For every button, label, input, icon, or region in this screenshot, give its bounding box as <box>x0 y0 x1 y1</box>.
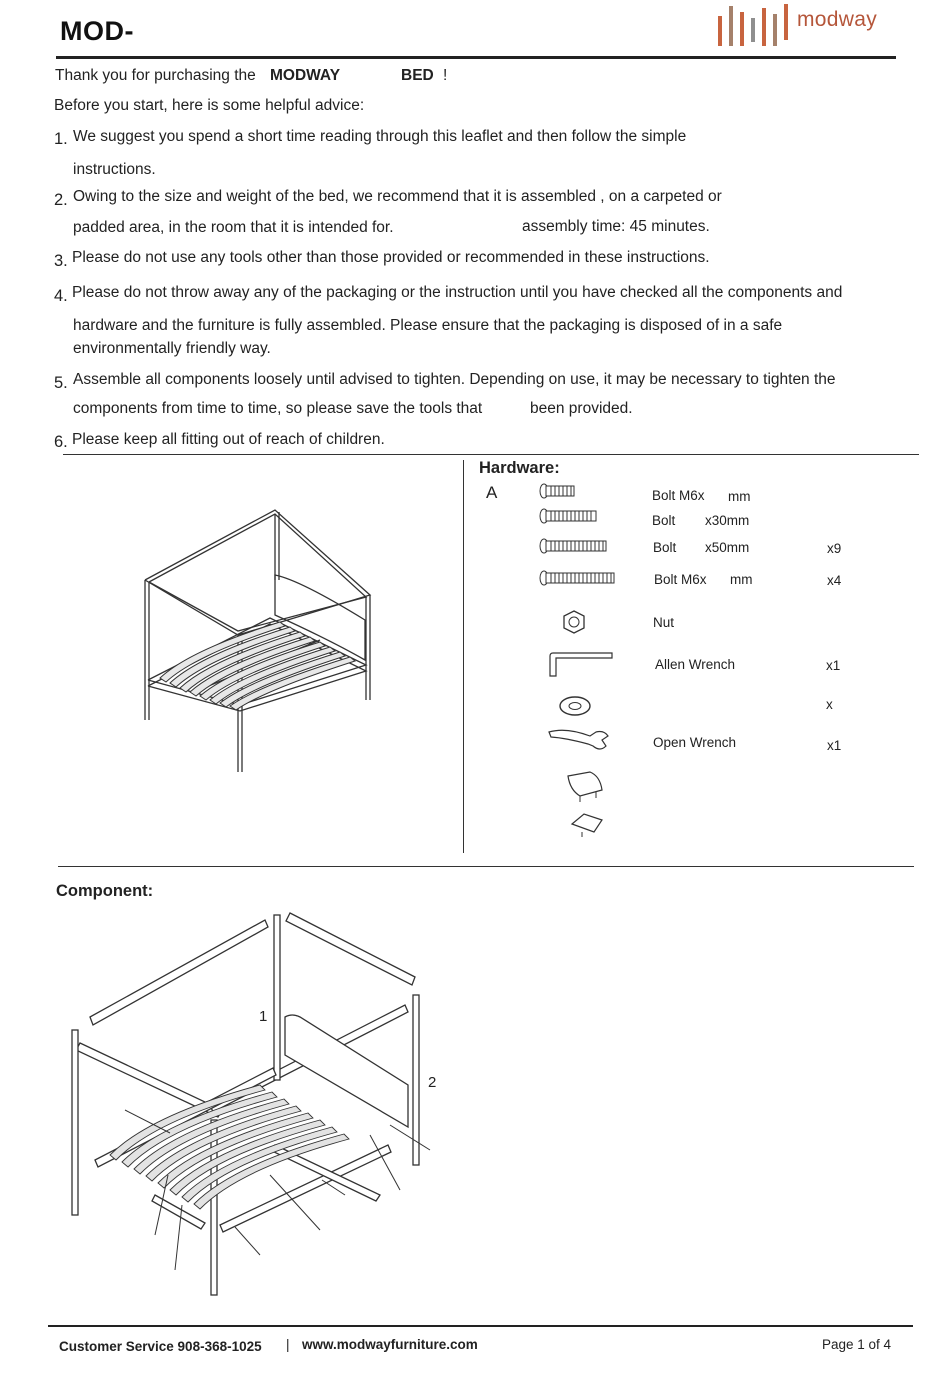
instruction-text: Please keep all fitting out of reach of children. <box>72 431 385 448</box>
hardware-item-size: x30mm <box>705 513 750 528</box>
open-wrench-icon <box>546 724 612 754</box>
hardware-group-letter: A <box>486 483 498 502</box>
advice-heading: Before you start, here is some helpful advice: <box>54 97 365 114</box>
column-divider <box>463 460 464 853</box>
foot-pad-icon <box>568 810 608 840</box>
hardware-item-qty: x9 <box>827 541 842 556</box>
instruction-number: 5. <box>54 374 68 392</box>
hardware-item-name: Bolt M6x <box>654 572 707 587</box>
customer-service: Customer Service 908-368-1025 <box>59 1339 262 1354</box>
thanks-line <box>55 67 256 85</box>
instruction-number: 4. <box>54 287 68 305</box>
component-title: Component: <box>56 882 154 900</box>
instruction-text: Owing to the size and weight of the bed, we recommend that it is assembled , on a carpeted or <box>73 188 722 205</box>
instruction-text: Please do not throw away any of the packaging or the instruction until you have checked all the components and <box>72 284 843 301</box>
assembled-bed-illustration <box>130 500 380 780</box>
hardware-item-qty: x1 <box>827 738 842 753</box>
hardware-item-qty: x4 <box>827 573 842 588</box>
bolt-50-icon <box>538 537 610 555</box>
part-callout-1: 1 <box>259 1008 268 1025</box>
brand-logo-text: modway <box>797 8 877 31</box>
footer-rule <box>48 1325 913 1327</box>
hardware-item-name: Open Wrench <box>653 735 737 750</box>
hardware-item-size: mm <box>728 489 751 504</box>
hardware-item-size: x50mm <box>705 540 750 555</box>
hardware-item-qty: x1 <box>826 658 841 673</box>
hardware-item-size: mm <box>730 572 753 587</box>
bolt-long-icon <box>538 568 618 588</box>
instruction-number: 6. <box>54 433 68 451</box>
hardware-title: Hardware: <box>479 459 560 477</box>
instruction-number: 2. <box>54 191 68 209</box>
website-link[interactable]: www.modwayfurniture.com <box>302 1337 478 1352</box>
instruction-text: padded area, in the room that it is intended for. <box>73 219 394 236</box>
thanks-prefix: Thank you for purchasing the <box>55 67 256 84</box>
model-number: MOD- <box>60 16 134 46</box>
instruction-text: components from time to time, so please save the tools that <box>73 400 483 417</box>
page-number: Page 1 of 4 <box>822 1337 892 1352</box>
instruction-text: We suggest you spend a short time reading through this leaflet and then follow the simple <box>73 128 687 145</box>
instruction-number: 1. <box>54 130 68 148</box>
instruction-text: been provided. <box>530 400 633 417</box>
exploded-bed-diagram <box>60 905 440 1305</box>
instruction-text: instructions. <box>73 161 156 178</box>
instruction-text: Please do not use any tools other than those provided or recommended in these instructions. <box>72 249 710 266</box>
assembly-time: assembly time: 45 minutes. <box>522 218 710 235</box>
washer-icon <box>558 694 592 718</box>
hardware-item-name: Bolt M6x <box>652 488 705 503</box>
hardware-item-name: Nut <box>653 615 675 630</box>
product-name: BED <box>401 67 434 84</box>
instruction-text: environmentally friendly way. <box>73 340 271 357</box>
hardware-item-qty: x <box>826 697 833 712</box>
header-rule <box>56 56 896 59</box>
brand-name: MODWAY <box>270 67 341 84</box>
bolt-short-icon <box>538 482 578 500</box>
hardware-item-name: Bolt <box>653 540 677 555</box>
allen-wrench-icon <box>546 650 616 680</box>
hardware-item-name: Bolt <box>652 513 676 528</box>
part-callout-2: 2 <box>428 1074 437 1091</box>
exclamation: ! <box>443 67 448 84</box>
section-divider <box>58 866 914 867</box>
nut-icon <box>561 609 587 635</box>
bolt-30-icon <box>538 507 600 525</box>
hardware-item-name: Allen Wrench <box>655 657 736 672</box>
instruction-number: 3. <box>54 252 68 270</box>
instruction-text: hardware and the furniture is fully assembled. Please ensure that the packaging is disposed of in a safe <box>73 317 783 334</box>
section-divider <box>63 454 919 455</box>
instruction-text: Assemble all components loosely until advised to tighten. Depending on use, it may be necessary to tighten the <box>73 371 836 388</box>
cap-icon <box>562 768 606 804</box>
footer-separator: | <box>286 1337 290 1352</box>
